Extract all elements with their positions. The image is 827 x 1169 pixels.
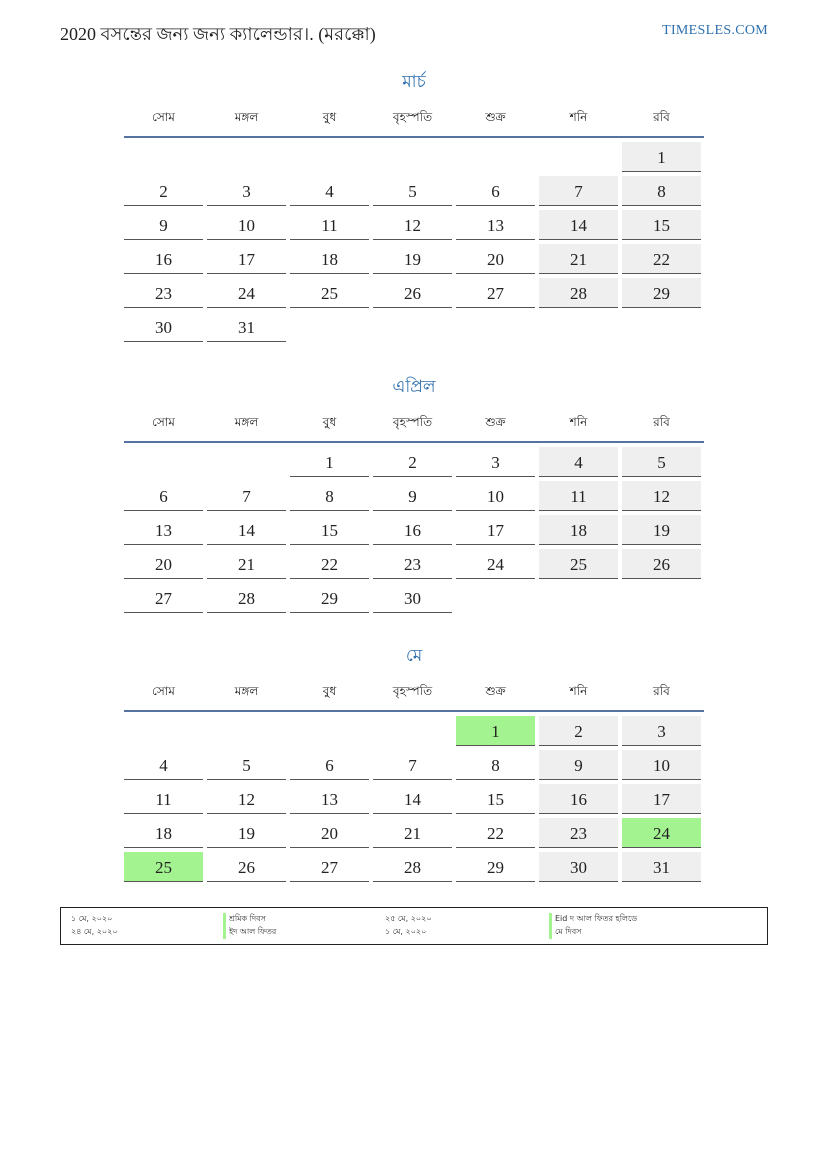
weekday-label: বৃহস্পতি	[392, 415, 433, 429]
day-cell: 28	[207, 583, 286, 613]
day-cell: 29	[290, 583, 369, 613]
day-cell: 13	[290, 784, 369, 814]
day-cell: 16	[539, 784, 618, 814]
weekday-label: রবি	[653, 415, 670, 429]
day-cell: 3	[207, 176, 286, 206]
day-cell: 5	[373, 176, 452, 206]
month-april	[124, 373, 704, 613]
month-march	[124, 68, 704, 342]
empty-cell	[207, 447, 286, 477]
day-cell: 26	[373, 278, 452, 308]
empty-cell	[124, 716, 203, 746]
day-cell: 23	[373, 549, 452, 579]
weekday-label: মঙ্গল	[234, 110, 259, 124]
weekday-header	[124, 678, 704, 708]
weekday-label: সোম	[152, 684, 175, 698]
day-cell: 1	[622, 142, 701, 172]
day-cell: 11	[124, 784, 203, 814]
legend-date: ১ মে, ২০২০	[71, 914, 113, 923]
month-title: মার্চ	[402, 72, 426, 91]
day-cell: 10	[456, 481, 535, 511]
month-may	[124, 642, 704, 882]
day-cell: 31	[622, 852, 701, 882]
day-cell: 9	[124, 210, 203, 240]
empty-cell	[456, 142, 535, 172]
month-title: এপ্রিল	[392, 377, 436, 396]
legend-holiday: Eid দ আল ফিতর হলিডে	[549, 913, 637, 926]
header-rule	[124, 136, 704, 138]
weekday-label: সোম	[152, 110, 175, 124]
empty-cell	[207, 716, 286, 746]
day-cell: 15	[622, 210, 701, 240]
day-cell: 23	[124, 278, 203, 308]
day-cell: 25	[539, 549, 618, 579]
weekday-label: মঙ্গল	[234, 415, 259, 429]
day-cell: 8	[456, 750, 535, 780]
weekday-label: বুধ	[322, 684, 337, 698]
day-cell: 21	[207, 549, 286, 579]
day-cell: 27	[124, 583, 203, 613]
day-cell: 20	[456, 244, 535, 274]
day-cell: 16	[124, 244, 203, 274]
day-cell: 8	[290, 481, 369, 511]
day-cell: 10	[622, 750, 701, 780]
day-cell: 18	[290, 244, 369, 274]
weekday-label: বুধ	[322, 415, 337, 429]
legend-holiday: মে দিবস	[549, 926, 581, 939]
day-cell: 28	[539, 278, 618, 308]
empty-cell	[539, 142, 618, 172]
day-cell: 5	[207, 750, 286, 780]
day-cell: 3	[456, 447, 535, 477]
day-cell: 4	[539, 447, 618, 477]
weekday-label: রবি	[653, 110, 670, 124]
day-cell: 6	[124, 481, 203, 511]
day-cell: 16	[373, 515, 452, 545]
empty-cell	[290, 716, 369, 746]
day-cell: 2	[373, 447, 452, 477]
brand-link[interactable]: TIMESLES.COM	[662, 23, 768, 38]
month-title: মে	[405, 646, 423, 665]
empty-cell	[373, 142, 452, 172]
header-rule	[124, 441, 704, 443]
weekday-label: বৃহস্পতি	[392, 684, 433, 698]
day-cell: 29	[456, 852, 535, 882]
empty-cell	[124, 142, 203, 172]
day-cell: 21	[539, 244, 618, 274]
legend-date: ১ মে, ২০২০	[385, 927, 427, 936]
day-cell: 6	[456, 176, 535, 206]
day-cell: 2	[124, 176, 203, 206]
holiday-day-cell: 24	[622, 818, 701, 848]
day-cell: 27	[456, 278, 535, 308]
days-grid	[124, 142, 704, 342]
day-cell: 28	[373, 852, 452, 882]
weekday-label: বুধ	[322, 110, 337, 124]
weekday-label: শুক্র	[485, 684, 506, 698]
empty-cell	[124, 447, 203, 477]
day-cell: 20	[290, 818, 369, 848]
day-cell: 26	[622, 549, 701, 579]
day-cell: 23	[539, 818, 618, 848]
weekday-label: রবি	[653, 684, 670, 698]
day-cell: 7	[539, 176, 618, 206]
day-cell: 11	[539, 481, 618, 511]
day-cell: 18	[539, 515, 618, 545]
day-cell: 13	[456, 210, 535, 240]
legend-date: ২৫ মে, ২০২০	[385, 914, 432, 923]
legend-date: ২৪ মে, ২০২০	[71, 927, 118, 936]
weekday-label: সোম	[152, 415, 175, 429]
day-cell: 14	[539, 210, 618, 240]
day-cell: 14	[373, 784, 452, 814]
day-cell: 9	[373, 481, 452, 511]
day-cell: 27	[290, 852, 369, 882]
day-cell: 9	[539, 750, 618, 780]
day-cell: 30	[373, 583, 452, 613]
day-cell: 17	[456, 515, 535, 545]
day-cell: 12	[207, 784, 286, 814]
day-cell: 11	[290, 210, 369, 240]
days-grid	[124, 447, 704, 613]
day-cell: 6	[290, 750, 369, 780]
day-cell: 19	[622, 515, 701, 545]
empty-cell	[207, 142, 286, 172]
day-cell: 10	[207, 210, 286, 240]
day-cell: 3	[622, 716, 701, 746]
empty-cell	[373, 716, 452, 746]
day-cell: 22	[622, 244, 701, 274]
weekday-label: শনি	[569, 110, 588, 124]
day-cell: 4	[290, 176, 369, 206]
day-cell: 24	[207, 278, 286, 308]
day-cell: 29	[622, 278, 701, 308]
day-cell: 4	[124, 750, 203, 780]
day-cell: 30	[124, 312, 203, 342]
day-cell: 21	[373, 818, 452, 848]
weekday-label: শনি	[569, 684, 588, 698]
day-cell: 13	[124, 515, 203, 545]
day-cell: 1	[290, 447, 369, 477]
days-grid	[124, 716, 704, 882]
day-cell: 22	[290, 549, 369, 579]
weekday-label: বৃহস্পতি	[392, 110, 433, 124]
weekday-label: মঙ্গল	[234, 684, 259, 698]
page-title: 2020 বসন্তের জন্য জন্য ক্যালেন্ডার।. (মরক্কো)	[60, 24, 376, 44]
legend-holiday: শ্রমিক দিবস	[223, 913, 266, 926]
day-cell: 18	[124, 818, 203, 848]
weekday-label: শুক্র	[485, 415, 506, 429]
day-cell: 7	[373, 750, 452, 780]
day-cell: 15	[456, 784, 535, 814]
day-cell: 30	[539, 852, 618, 882]
weekday-header	[124, 104, 704, 134]
day-cell: 31	[207, 312, 286, 342]
holiday-day-cell: 1	[456, 716, 535, 746]
weekday-label: শুক্র	[485, 110, 506, 124]
day-cell: 15	[290, 515, 369, 545]
day-cell: 19	[373, 244, 452, 274]
day-cell: 26	[207, 852, 286, 882]
weekday-label: শনি	[569, 415, 588, 429]
day-cell: 24	[456, 549, 535, 579]
holiday-legend	[60, 907, 768, 945]
day-cell: 14	[207, 515, 286, 545]
day-cell: 22	[456, 818, 535, 848]
weekday-header	[124, 409, 704, 439]
day-cell: 12	[373, 210, 452, 240]
day-cell: 17	[207, 244, 286, 274]
day-cell: 17	[622, 784, 701, 814]
day-cell: 25	[290, 278, 369, 308]
page-header	[60, 20, 768, 44]
day-cell: 8	[622, 176, 701, 206]
day-cell: 19	[207, 818, 286, 848]
day-cell: 7	[207, 481, 286, 511]
header-rule	[124, 710, 704, 712]
day-cell: 20	[124, 549, 203, 579]
day-cell: 2	[539, 716, 618, 746]
day-cell: 12	[622, 481, 701, 511]
day-cell: 5	[622, 447, 701, 477]
holiday-day-cell: 25	[124, 852, 203, 882]
legend-holiday: ইদ আল ফিতর	[223, 926, 276, 939]
empty-cell	[290, 142, 369, 172]
